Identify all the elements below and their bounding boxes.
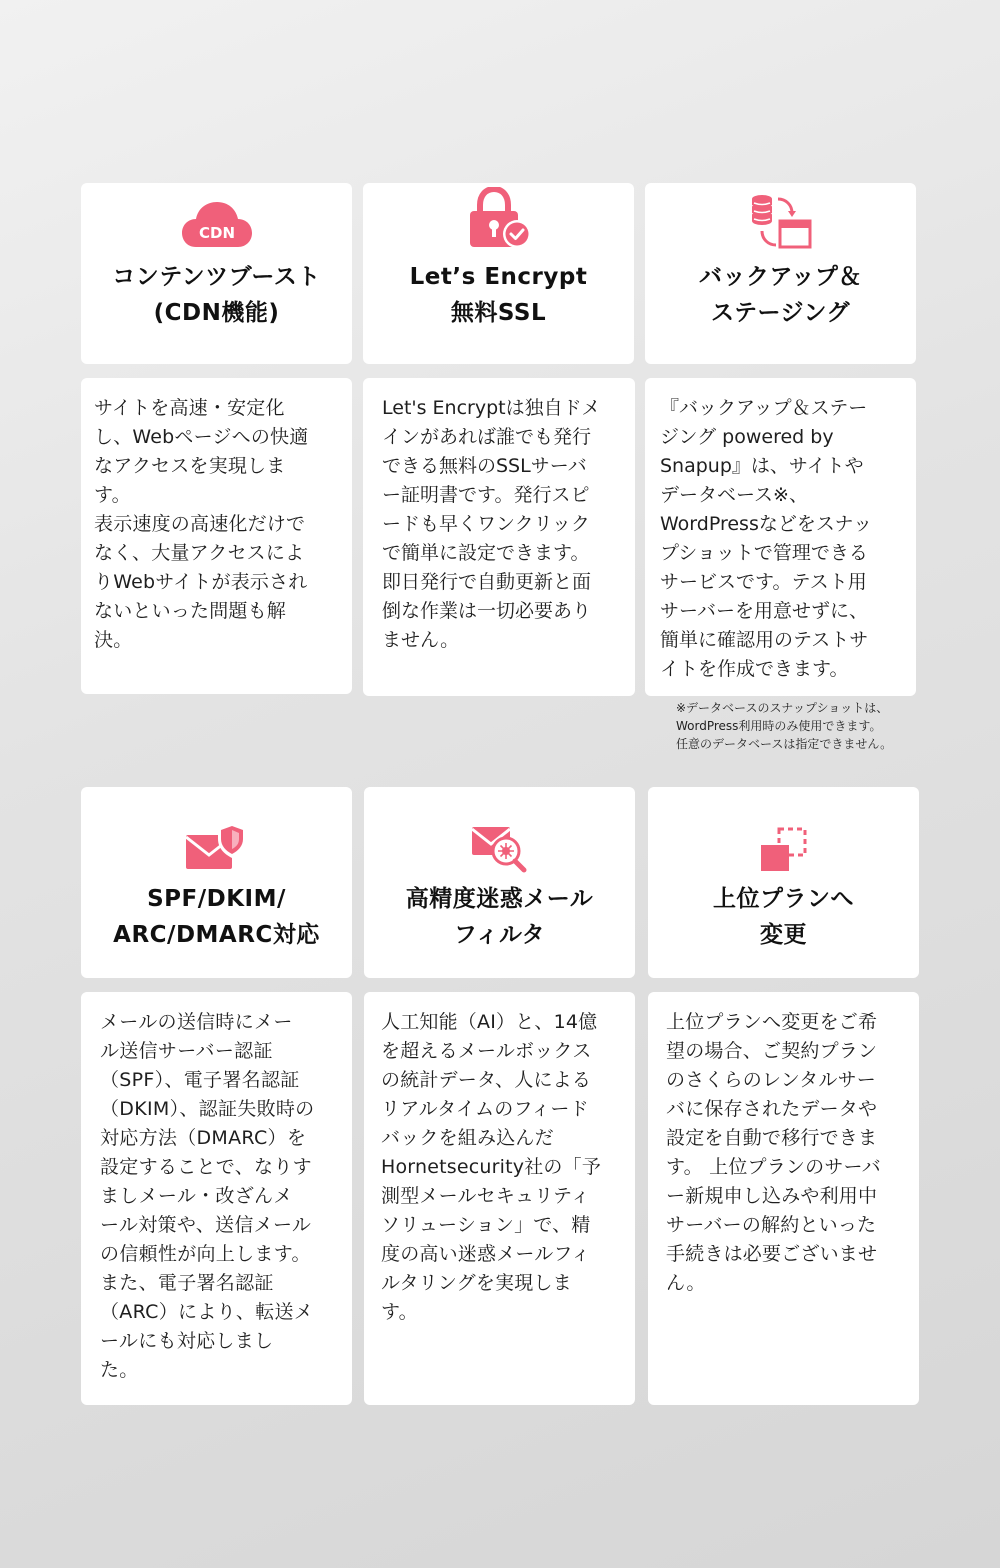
feature-description: Let's Encryptは独自ドメ インがあれば誰でも発行 できる無料のSSLサーバ ー証明書です。発行スピ ードも早くワンクリック で簡単に設定できます。 即日発行で自動更新と面 倒な作業は一切必要あり ません。 <box>382 397 601 651</box>
backup-database-icon <box>748 183 814 251</box>
feature-description-card <box>81 378 352 694</box>
feature-card-spf <box>81 787 352 978</box>
feature-title: SPF/DKIM/ ARC/DMARC対応 <box>113 886 320 948</box>
upgrade-plan-icon <box>759 787 809 873</box>
feature-card-spam-filter <box>364 787 635 978</box>
feature-card-ssl <box>363 183 634 364</box>
mail-search-icon <box>470 787 530 873</box>
feature-description: 『バックアップ＆ステー ジング powered by Snapup』は、サイトや データベース※、 WordPressなどをスナッ プショットで管理できる サービスです。テスト用 サーバーを用意せずに、 簡単に確認用のテストサ イトを作成できます。 <box>660 397 873 680</box>
feature-description-card <box>364 992 635 1405</box>
feature-title: バックアップ＆ ステージング <box>699 264 862 326</box>
feature-card-cdn <box>81 183 352 364</box>
footnote: ※データベースのスナップショットは、 WordPress利用時のみ使用できます。 任意のデータベースは指定できません。 <box>676 701 893 751</box>
feature-description: 人工知能（AI）と、14億 を超えるメールボックス の統計データ、人による リアルタイムのフィード バックを組み込んだ Hornetsecurity社の「予 測型メールセキュリティ ソリューション」で、精 度の高い迷惑メールフィ ルタリングを実現しま す。 <box>381 1011 602 1323</box>
feature-description-card <box>645 378 916 696</box>
feature-title: Let’s Encrypt 無料SSL <box>409 264 588 326</box>
feature-card-upgrade <box>648 787 919 978</box>
feature-title: コンテンツブースト (CDN機能) <box>112 264 321 326</box>
svg-text:CDN: CDN <box>198 224 235 242</box>
cdn-cloud-icon <box>180 183 254 251</box>
feature-card-backup <box>645 183 916 364</box>
feature-description: メールの送信時にメー ル送信サーバー認証 （SPF）、電子署名認証 （DKIM）、認証失敗時の 対応方法（DMARC）を 設定することで、なりす ましメール・改ざんメ ール対策や、送信メール の信頼性が向上します。 また、電子署名認証 （ARC）により、転送メ ールにも対応しまし た。 <box>100 1011 315 1381</box>
feature-title: 高精度迷惑メール フィルタ <box>405 886 594 948</box>
mail-shield-icon <box>184 787 250 873</box>
feature-description-card <box>363 378 635 696</box>
feature-description-card <box>648 992 919 1405</box>
feature-description: 上位プランへ変更をご希 望の場合、ご契約プラン のさくらのレンタルサー バに保存されたデータや 設定を自動で移行できま す。 上位プランのサーバ ー新規申し込みや利用中 サーバーの解約といった 手続きは必要ございませ ん。 <box>666 1011 881 1294</box>
ssl-lock-icon <box>464 183 534 251</box>
feature-description: サイトを高速・安定化 し、Webページへの快適 なアクセスを実現しま す。 表示速度の高速化だけで なく、大量アクセスによ りWebサイトが表示され ないといった問題も解 決。 <box>94 397 309 651</box>
feature-title: 上位プランへ 変更 <box>713 886 854 948</box>
feature-description-card <box>81 992 352 1405</box>
